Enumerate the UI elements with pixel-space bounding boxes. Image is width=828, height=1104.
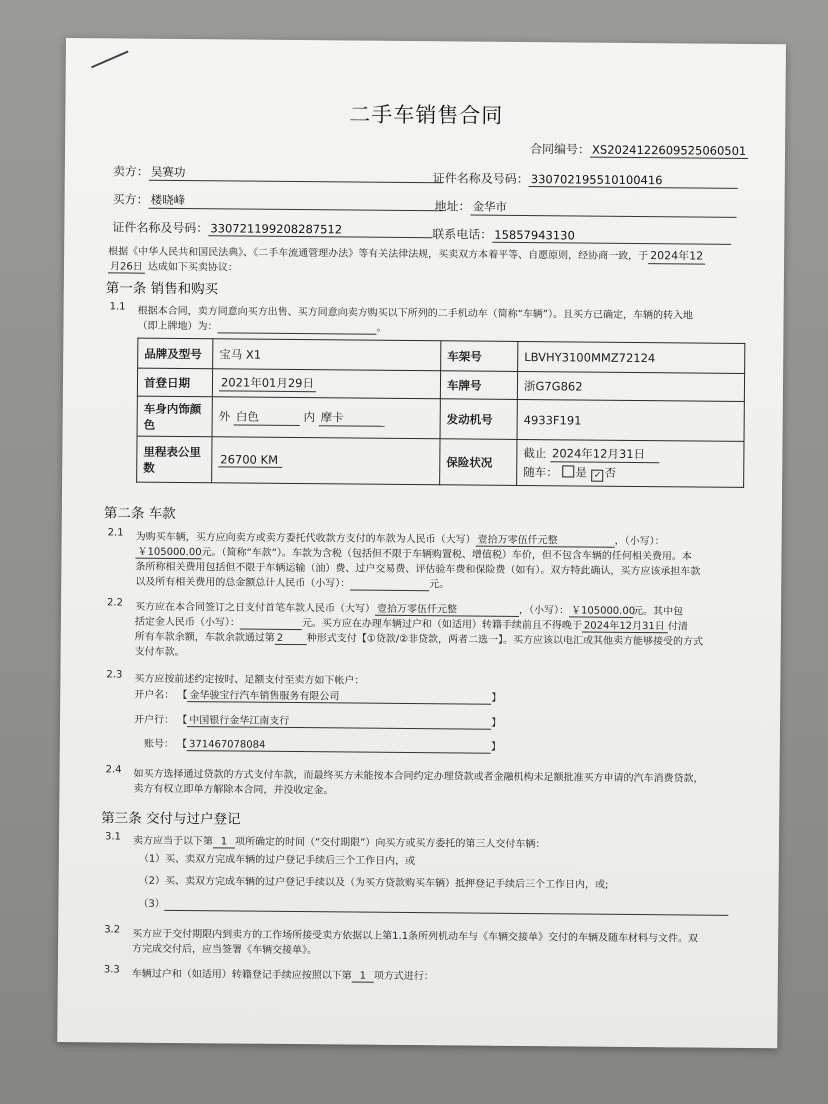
c22-method-no: 2: [275, 633, 307, 645]
address-value: 金华市: [470, 199, 736, 218]
account-no-value: 371467078084: [187, 739, 491, 754]
c33-item: 1: [352, 971, 374, 983]
clause-3-3-num: 3.3: [103, 964, 120, 976]
engine-value: 4933F191: [517, 399, 744, 441]
buyer-label: 买方：: [112, 192, 149, 207]
clause-2-2-line2: 括定金人民币（小写）： 元。买方应在办理车辆过户和（如适用）转籍手续前且不得晚于 2024年12月31日 付清: [134, 616, 688, 633]
c22-num-amount: ￥105000.00: [569, 601, 633, 618]
brand-label: 品牌及型号: [138, 338, 213, 369]
engine-label: 发动机号: [440, 399, 517, 440]
buyer-id-value: 330721199208287512: [208, 221, 432, 238]
clause-2-4-line2: 卖方有权立即单方解除本合同，并没收定金。: [133, 783, 334, 797]
mileage-value: 26700 KM: [218, 452, 282, 468]
color-cell: 外 白色 内 摩卡: [212, 397, 440, 439]
plate-value: 浙G7G862: [517, 371, 744, 401]
c22-deadline: 2024年12月31日: [582, 617, 668, 634]
seller-row: [113, 162, 443, 183]
yes-checkbox[interactable]: [562, 465, 574, 477]
no-checkbox-checked[interactable]: ✓: [591, 469, 603, 481]
staple-mark: [91, 50, 128, 68]
int-color-value: 摩卡: [319, 409, 385, 427]
address-row: [434, 197, 736, 218]
clause-3-1-line1: 卖方应当于以下第 1 项所确定的时间（“交付期限”）向买方或买方委托的第三人交付车辆：: [132, 835, 546, 851]
seller-id-label: 证件名称及号码：: [432, 171, 529, 187]
bank-row: 开户行： 【 中国银行金华江南支行 】: [134, 711, 501, 730]
address-label: 地址：: [434, 199, 471, 214]
buyer-row: [113, 190, 443, 211]
color-label: 车身内饰颜色: [137, 396, 212, 437]
intro-date-part2: 月26日: [108, 257, 145, 273]
clause-1-1-line2: （即上牌地）为： 。: [137, 320, 387, 334]
clause-2-1-line3: 条所称相关费用包括但不限于车辆运输（油）费、过户交易费、评估验车费和保险费（如有）。双方特此确认，买方应该承担车款: [135, 561, 701, 578]
insurance-expire-value: 2024年12月31日: [550, 445, 659, 463]
clause-1-1-num: 1.1: [109, 301, 126, 313]
seller-id-value: 330702195510100416: [529, 172, 738, 189]
article2-heading: 第二条 车款: [103, 505, 176, 522]
clause-2-3-num: 2.3: [106, 669, 123, 681]
clause-3-1-option1: （1）买、卖双方完成车辆的过户登记手续后三个工作日内，或: [138, 853, 416, 868]
article1-heading: 第一条 销售和购买: [105, 280, 219, 298]
c21-cn-amount: 壹拾万零伍仟元整: [476, 531, 615, 548]
contract-no-row: [530, 140, 748, 159]
reg-date-value: 2021年01月29日: [219, 374, 316, 392]
contract-no-label: 合同编号：: [529, 142, 591, 157]
contract-paper: [57, 38, 786, 1048]
clause-2-3-line1: 买方应按前述约定按时、足额支付至卖方如下帐户：: [134, 673, 365, 687]
mileage-cell: [212, 437, 440, 485]
clause-3-1-option3: （3）: [138, 895, 728, 916]
clause-1-1-line1: 根据本合同，卖方同意向买方出售、买方同意向卖方购买以下所列的二手机动车（简称“车辆”）。且买方已确定，车辆的转入地: [137, 305, 694, 322]
clause-3-2-line1: 买方应于交付期限内到卖方的工作场所接受卖方依据以上第1.1条所列机动车与《车辆交接单》交付的车辆及随车材料与文件。双: [132, 928, 699, 945]
buyer-id-label: 证件名称及号码：: [112, 220, 209, 236]
clause-2-1-line1: 为购买车辆，买方应向卖方或卖方委托代收款方支付的车款为人民币（大写） 壹拾万零伍仟元整 ，（小写）：: [135, 531, 665, 548]
clause-3-1-num: 3.1: [104, 831, 121, 843]
intro-line1: 根据《中华人民共和国民法典》、《二手车流通管理办法》等有关法律法规，买卖双方本着平等、自愿原则，经协商一致，于 2024年12: [108, 242, 705, 264]
phone-label: 联系电话：: [432, 227, 493, 242]
ext-color-value: 白色: [234, 408, 300, 426]
clause-2-2-line4: 支付车款。: [134, 646, 185, 659]
vehicle-spec-table: [136, 338, 745, 488]
seller-label: 卖方：: [112, 164, 149, 179]
clause-2-4-num: 2.4: [105, 764, 122, 776]
seller-id-row: [433, 169, 738, 189]
phone-row: [432, 225, 731, 245]
clause-2-2-num: 2.2: [107, 597, 124, 609]
buyer-value: 楼晓峰: [149, 192, 443, 212]
bank-value: 中国银行金华江南支行: [187, 711, 491, 730]
c22-cn-amount: 壹拾万零伍仟元整: [375, 600, 519, 617]
seller-value: 吴赛功: [149, 164, 443, 184]
reg-date-cell: [212, 369, 440, 399]
account-name-value: 金华骏宝行汽车销售服务有限公司: [187, 686, 491, 705]
account-no-row: 账号： 【 371467078084 】: [143, 738, 502, 753]
c21-num-amount: ￥105000.00: [135, 543, 201, 560]
article3-heading: 第三条 交付与过户登记: [101, 810, 241, 828]
clause-3-3-line1: 车辆过户和（如适用）转籍登记手续应按照以下第 1 项方式进行：: [131, 968, 434, 983]
clause-2-2-line3: 所有车款余额，车款余款通过第 2 种形式支付【①贷款/②非贷款，两者二选一】。买方应该以电汇或其他卖方能够接受的方式: [134, 631, 704, 648]
clause-2-2-line1: 买方应在本合同签订之日支付首笔车款人民币（大写） 壹拾万零伍仟元整 ，（小写）： ￥105000.00元。其中包: [134, 601, 684, 618]
clause-3-2-num: 3.2: [104, 924, 121, 936]
reg-date-label: 首登日期: [137, 368, 212, 397]
insurance-label: 保险状况: [440, 439, 517, 486]
intro-line2: 月26日 达成如下买卖协议：: [108, 257, 238, 274]
clause-3-1-option2: （2）买、卖双方完成车辆的过户登记手续以及（为买方贷款购买车辆）抵押登记手续后三个工作日内，或;: [138, 875, 609, 891]
buyer-id-row: [112, 218, 432, 238]
clause-2-4-line1: 如买方选择通过贷款的方式支付车款，而最终买方未能按本合同约定办理贷款或者金融机构未足额批准买方申请的汽车消费贷款，: [133, 768, 704, 785]
contract-no-value: XS2024122609525060501: [590, 143, 748, 159]
phone-value: 15857943130: [492, 228, 731, 245]
plate-label: 车牌号: [440, 371, 517, 400]
clause-3-2-line2: 方完成交付后，应当签署《车辆交接单》。: [132, 943, 318, 957]
table-row: [137, 436, 744, 487]
intro-date-part1: 2024年12: [648, 247, 705, 264]
vin-value: LBVHY3100MMZ72124: [518, 341, 745, 373]
brand-value: 宝马 X1: [213, 339, 441, 371]
table-row: [137, 396, 744, 441]
clause-2-1-line4: 以及所有相关费用的总金额总计人民币（小写）： 元。: [135, 576, 450, 591]
account-name-row: 开户名： 【 金华骏宝行汽车销售服务有限公司 】: [134, 686, 501, 705]
clause-2-1-num: 2.1: [107, 527, 124, 539]
clause-2-1-line2: ￥105000.00元。（简称“车款”）。车款为含税（包括但不限于车辆购置税、增值税）车价，但不包含车辆的任何相关费用。本: [135, 543, 691, 564]
insurance-cell: 截止 2024年12月31日 随车： 是 ✓ 否: [517, 439, 744, 487]
contract-title: 二手车销售合同: [349, 102, 504, 128]
vin-label: 车架号: [441, 341, 518, 372]
c31-item: 1: [213, 836, 235, 848]
mileage-label: 里程表公里数: [137, 436, 212, 483]
